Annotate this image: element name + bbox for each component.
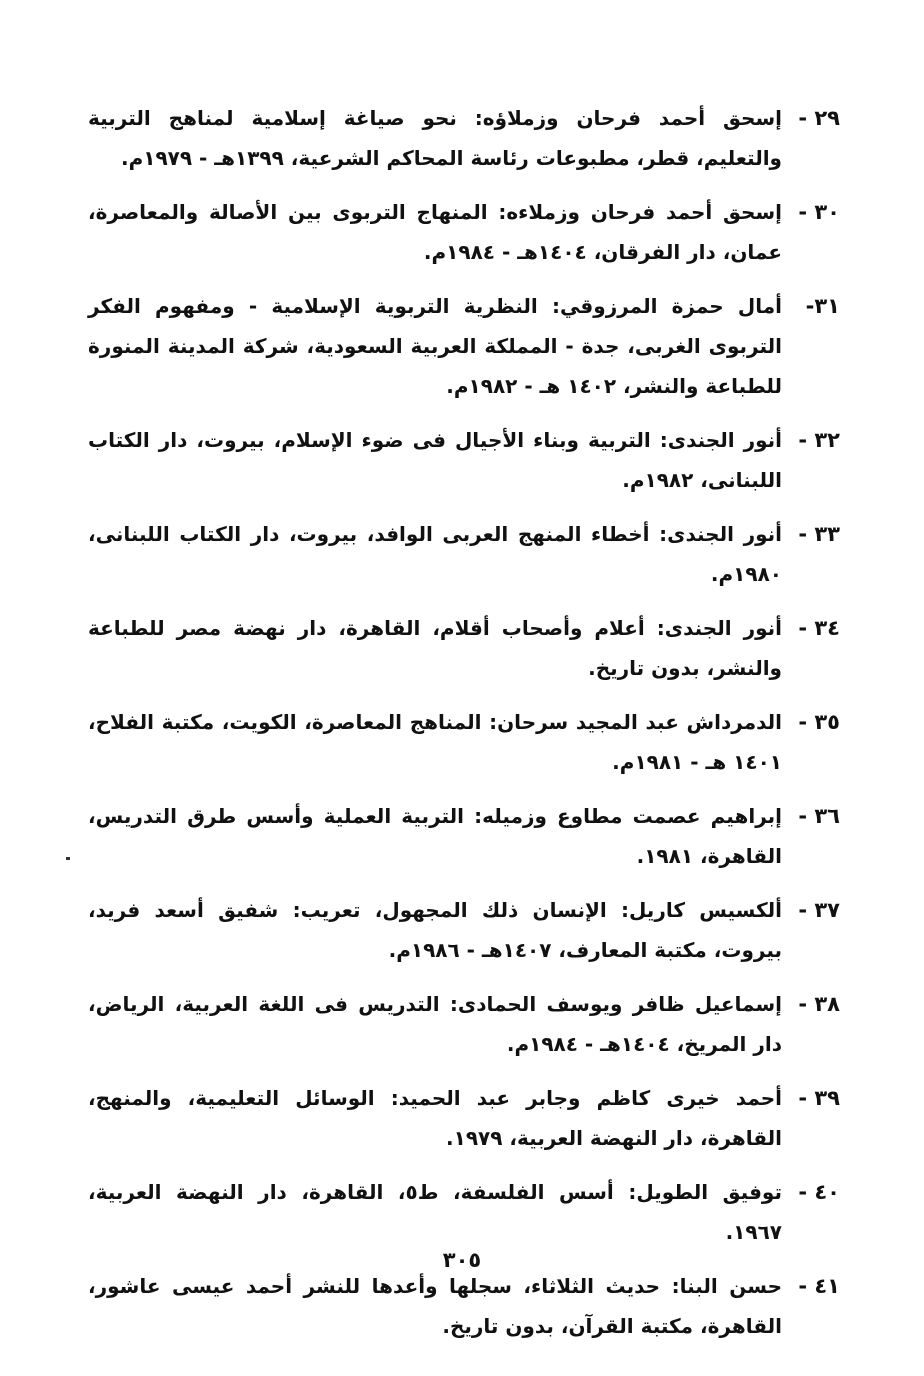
- reference-number: ٣٨ -: [798, 992, 840, 1016]
- reference-number: ٢٩ -: [798, 106, 840, 130]
- reference-entry-33: [88, 514, 840, 594]
- reference-text: إسحق أحمد فرحان وزملاءه: المنهاج التربوى بين الأصالة والمعاصرة، عمان، دار الفرقان، ١٤٠٤هـ - ١٩٨٤م.: [88, 200, 782, 264]
- reference-number: ٣٠ -: [798, 200, 840, 224]
- reference-entry-41: [88, 1266, 840, 1346]
- page-number: ٣٠٥: [442, 1248, 482, 1272]
- reference-entry-29: [88, 98, 840, 178]
- reference-entry-30: [88, 192, 840, 272]
- reference-number: ٣١-: [805, 294, 840, 318]
- reference-list: [88, 98, 840, 1360]
- reference-text: إسماعيل ظافر ويوسف الحمادى: التدريس فى اللغة العربية، الرياض، دار المريخ، ١٤٠٤هـ - ١٩٨٤م.: [88, 992, 782, 1056]
- reference-entry-38: [88, 984, 840, 1064]
- reference-text: أنور الجندى: أخطاء المنهج العربى الوافد، بيروت، دار الكتاب اللبنانى، ١٩٨٠م.: [88, 522, 782, 586]
- reference-text: أنور الجندى: التربية وبناء الأجيال فى ضوء الإسلام، بيروت، دار الكتاب اللبنانى، ١٩٨٢م.: [88, 428, 782, 492]
- reference-number: ٣٢ -: [798, 428, 840, 452]
- reference-entry-35: [88, 702, 840, 782]
- reference-number: ٤٠ -: [798, 1180, 840, 1204]
- reference-text: أحمد خيرى كاظم وجابر عبد الحميد: الوسائل التعليمية، والمنهج، القاهرة، دار النهضة العربية، ١٩٧٩.: [88, 1086, 782, 1150]
- reference-text: إسحق أحمد فرحان وزملاؤه: نحو صياغة إسلامية لمناهج التربية والتعليم، قطر، مطبوعات رئاسة المحاكم الشرعية، ١٣٩٩هـ - ١٩٧٩م.: [88, 106, 782, 170]
- reference-text: إبراهيم عصمت مطاوع وزميله: التربية العملية وأسس طرق التدريس، القاهرة، ١٩٨١.: [88, 804, 782, 868]
- reference-number: ٣٤ -: [798, 616, 840, 640]
- reference-text: حسن البنا: حديث الثلاثاء، سجلها وأعدها للنشر أحمد عيسى عاشور، القاهرة، مكتبة القرآن، بدون تاريخ.: [88, 1274, 782, 1338]
- reference-entry-31: [88, 286, 840, 406]
- reference-number: ٣٧ -: [798, 898, 840, 922]
- margin-mark: [66, 857, 70, 860]
- reference-entry-32: [88, 420, 840, 500]
- reference-entry-34: [88, 608, 840, 688]
- reference-number: ٣٥ -: [798, 710, 840, 734]
- reference-entry-39: [88, 1078, 840, 1158]
- reference-text: ألكسيس كاريل: الإنسان ذلك المجهول، تعريب: شفيق أسعد فريد، بيروت، مكتبة المعارف، ١٤٠٧هـ - ١٩٨٦م.: [88, 898, 782, 962]
- reference-number: ٤١ -: [798, 1274, 840, 1298]
- reference-number: ٣٣ -: [798, 522, 840, 546]
- reference-entry-37: [88, 890, 840, 970]
- reference-text: أنور الجندى: أعلام وأصحاب أقلام، القاهرة، دار نهضة مصر للطباعة والنشر، بدون تاريخ.: [88, 616, 782, 680]
- reference-text: أمال حمزة المرزوقي: النظرية التربوية الإسلامية - ومفهوم الفكر التربوى الغربى، جدة - المملكة العربية السعودية، شركة المدينة المنورة للطباعة والنشر، ١٤٠٢ هـ - ١٩٨٢م.: [88, 294, 782, 398]
- reference-entry-36: [88, 796, 840, 876]
- reference-entry-40: [88, 1172, 840, 1252]
- reference-number: ٣٩ -: [798, 1086, 840, 1110]
- reference-text: الدمرداش عبد المجيد سرحان: المناهج المعاصرة، الكويت، مكتبة الفلاح، ١٤٠١ هـ - ١٩٨١م.: [88, 710, 782, 774]
- reference-number: ٣٦ -: [798, 804, 840, 828]
- reference-text: توفيق الطويل: أسس الفلسفة، ط٥، القاهرة، دار النهضة العربية، ١٩٦٧.: [88, 1180, 782, 1244]
